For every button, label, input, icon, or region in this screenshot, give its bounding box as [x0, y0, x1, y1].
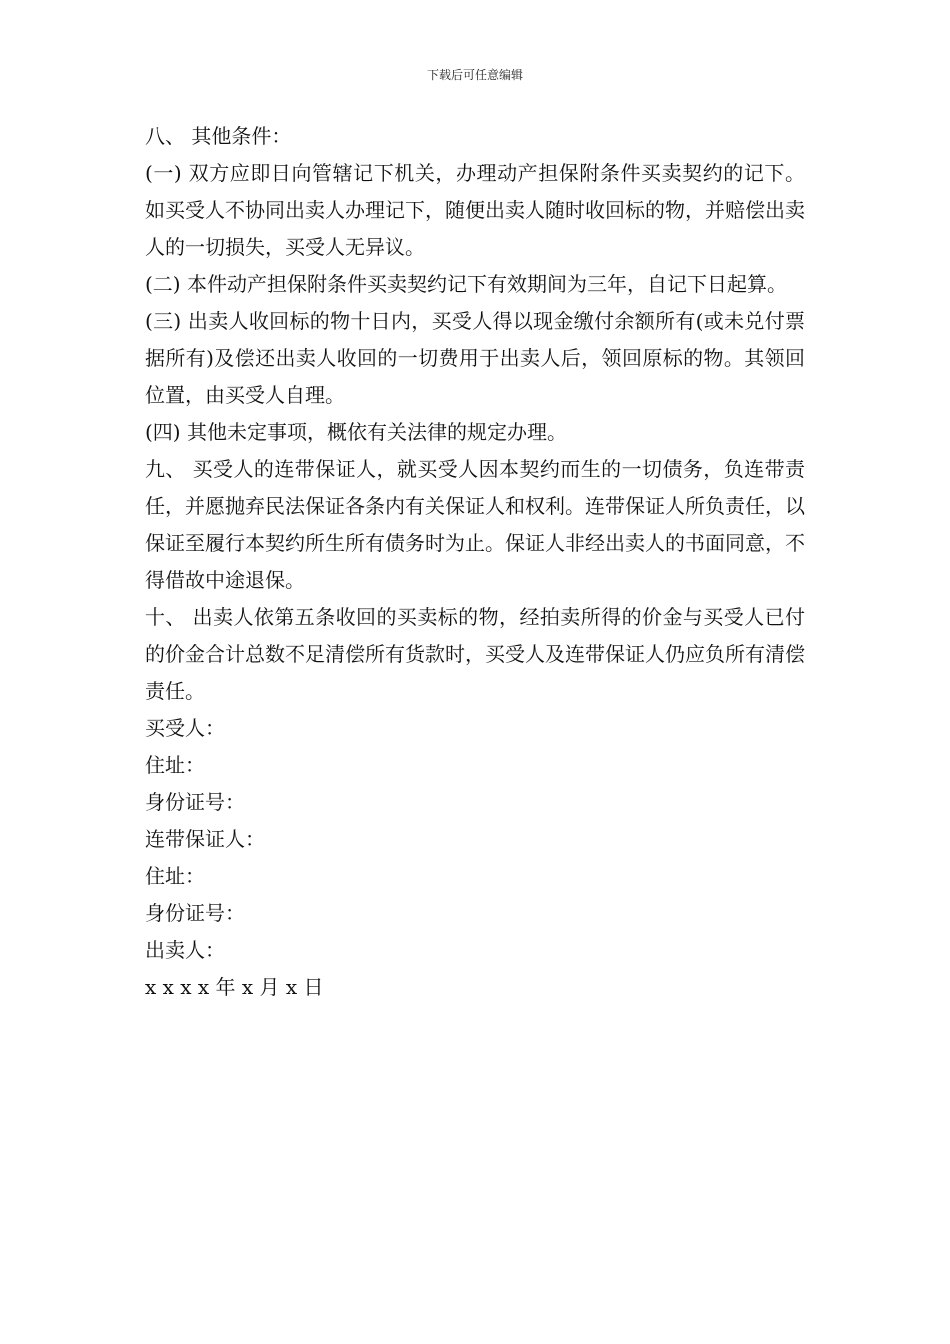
signature-guarantor-label: 连带保证人：: [145, 827, 265, 851]
signature-guarantor-address-label: 住址：: [145, 864, 205, 888]
signature-buyer-label: 买受人：: [145, 716, 225, 740]
clause-nine: 九、 买受人的连带保证人，就买受人因本契约而生的一切债务，负连带责任，并愿抛弃民法保证各条内有关保证人和权利。连带保证人所负责任，以保证至履行本契约所生所有债务时为止。保证人非经出卖人的书面同意，不得借故中途退保。: [145, 457, 805, 592]
page-header: 下载后可任意编辑: [426, 68, 523, 82]
signature-seller-label: 出卖人：: [145, 938, 225, 962]
signature-buyer-id-label: 身份证号：: [145, 790, 245, 814]
signature-guarantor-id-label: 身份证号：: [145, 901, 245, 925]
clause-eight-item-three: (三) 出卖人收回标的物十日内，买受人得以现金缴付余额所有(或未兑付票据所有)及偿还出卖人收回的一切费用于出卖人后，领回原标的物。其领回位置，由买受人自理。: [145, 309, 805, 407]
clause-eight-heading: 八、 其他条件：: [145, 124, 292, 148]
signature-buyer-address-label: 住址：: [145, 753, 205, 777]
clause-eight-item-two: (二) 本件动产担保附条件买卖契约记下有效期间为三年，自记下日起算。: [145, 272, 787, 296]
document-body: [145, 118, 805, 1006]
clause-eight-item-one: (一) 双方应即日向管辖记下机关，办理动产担保附条件买卖契约的记下。如买受人不协同出卖人办理记下，随便出卖人随时收回标的物，并赔偿出卖人的一切损失，买受人无异议。: [145, 161, 805, 259]
clause-eight-item-four: (四) 其他未定事项，概依有关法律的规定办理。: [145, 420, 567, 444]
signature-date: x x x x 年 x 月 x 日: [145, 975, 324, 999]
clause-ten: 十、 出卖人依第五条收回的买卖标的物，经拍卖所得的价金与买受人已付的价金合计总数不足清偿所有货款时，买受人及连带保证人仍应负所有清偿责任。: [145, 605, 805, 703]
